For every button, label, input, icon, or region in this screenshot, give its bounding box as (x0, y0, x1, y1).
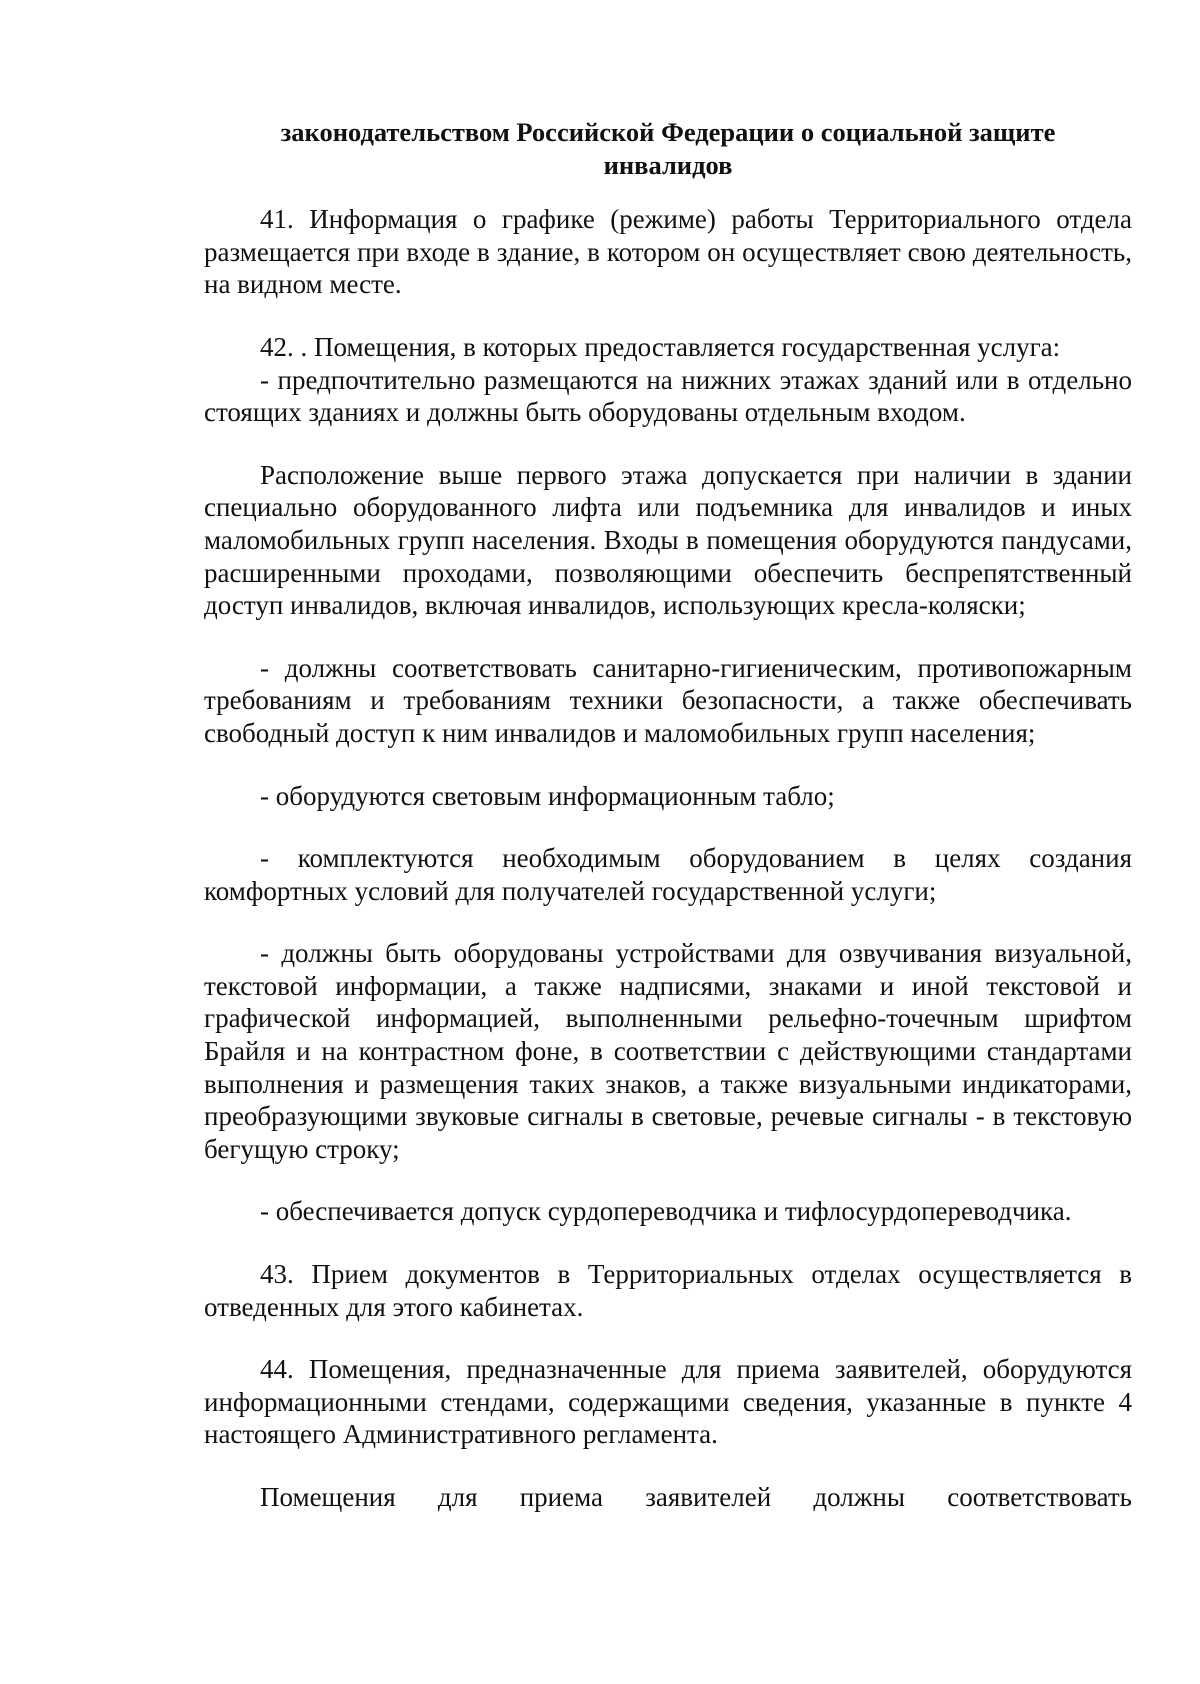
document-body (204, 116, 1132, 1514)
paragraph-42-item-accessibility-devices: - должны быть оборудованы устройствами для озвучивания визуальной, текстовой информации, а также надписями, знаками и иной текстовой и графической информацией, выполненными рельефно-точечным шрифтом Брайля и на контрастном фоне, в соответствии с действующими стандартами выполнения и размещения таких знаков, а также визуальными индикаторами, преобразующими звуковые сигналы в световые, речевые сигналы - в текстовую бегущую строку; (204, 938, 1132, 1164)
paragraph-42-item-equipment: - комплектуются необходимым оборудованием в целях создания комфортных условий для получателей государственной услуги; (204, 843, 1132, 906)
section-heading (204, 116, 1132, 181)
paragraph-42-upper-floor-access: Расположение выше первого этажа допускается при наличии в здании специально оборудованного лифта или подъемника для инвалидов и иных маломобильных групп населения. Входы в помещения оборудуются пандусами, расширенными проходами, позволяющими обеспечить беспрепятственный доступ инвалидов, включая инвалидов, использующих кресла-коляски; (204, 459, 1132, 621)
paragraph-42-intro: 42. . Помещения, в которых предоставляется государственная услуга: (260, 331, 1061, 362)
paragraph-42-item-info-board: - оборудуются световым информационным табло; (260, 780, 835, 811)
paragraph-44: 44. Помещения, предназначенные для приема заявителей, оборудуются информационными стендами, содержащими сведения, указанные в пункте 4 настоящего Административного регламента. (204, 1354, 1132, 1450)
heading-line: инвалидов (603, 149, 733, 180)
paragraph-42-item-sign-language: - обеспечивается допуск сурдопереводчика и тифлосурдопереводчика. (260, 1196, 1072, 1227)
paragraph-42-item-lower-floors: - предпочтительно размещаются на нижних этажах зданий или в отдельно стоящих зданиях и должны быть оборудованы отдельным входом. (204, 364, 1132, 428)
paragraph-41: 41. Информация о графике (режиме) работы Территориального отдела размещается при входе в здание, в котором он осуществляет свою деятельность, на видном месте. (204, 204, 1132, 300)
paragraph-44-continued: Помещения для приема заявителей должны соответствовать (260, 1482, 1132, 1512)
heading-line: законодательством Российской Федерации о социальной защите (280, 117, 1056, 147)
paragraph-43: 43. Прием документов в Территориальных отделах осуществляется в отведенных для этого кабинетах. (204, 1259, 1132, 1322)
paragraph-42-item-sanitary: - должны соответствовать санитарно-гигиеническим, противопожарным требованиям и требованиям техники безопасности, а также обеспечивать свободный доступ к ним инвалидов и маломобильных групп населения; (204, 652, 1132, 748)
